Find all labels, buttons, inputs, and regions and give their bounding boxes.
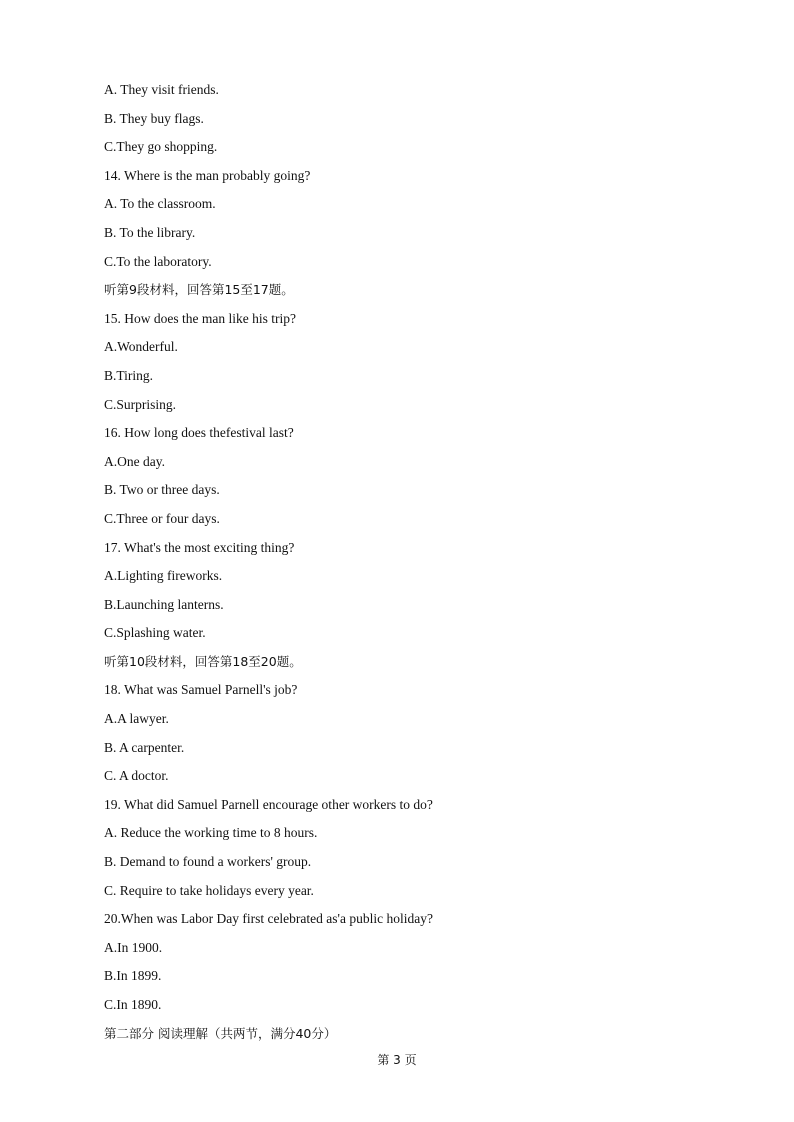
section-instruction: 第二部分 阅读理解（共两节，满分40分） [104, 1025, 337, 1041]
text-line: B. They buy flags. [104, 110, 204, 126]
text-line: A. Reduce the working time to 8 hours. [104, 825, 318, 841]
text-line: 16. How long does thefestival last? [104, 425, 294, 441]
text-line: B. Two or three days. [104, 482, 220, 498]
text-line: A.One day. [104, 453, 165, 469]
text-line: C.Splashing water. [104, 625, 206, 641]
text-line: B.Tiring. [104, 367, 154, 383]
section-instruction: 听第9段材料，回答第15至17题。 [104, 282, 294, 298]
text-line: B.In 1899. [104, 968, 162, 984]
text-line: B. Demand to found a workers' group. [104, 854, 312, 870]
text-line: 15. How does the man like his trip? [104, 310, 296, 326]
text-line: C.In 1890. [104, 997, 162, 1012]
text-line: B. To the library. [104, 224, 196, 240]
text-line: C.They go shopping. [104, 139, 218, 155]
section-instruction: 听第10段材料，回答第18至20题。 [104, 653, 302, 669]
text-line: B.Launching lanterns. [104, 596, 224, 612]
text-line: 17. What's the most exciting thing? [104, 539, 295, 555]
text-line: 20.When was Labor Day first celebrated as'a public holiday? [104, 911, 433, 927]
text-line: C.To the laboratory. [104, 253, 212, 269]
text-line: 18. What was Samuel Parnell's job? [104, 682, 298, 698]
question-list [104, 79, 724, 1051]
text-line: A. To the classroom. [104, 196, 216, 212]
page-number: 第 3 页 [377, 1053, 417, 1067]
text-line: A.Wonderful. [104, 339, 178, 355]
text-line: C.Surprising. [104, 396, 177, 412]
text-line: A.Lighting fireworks. [104, 568, 223, 584]
text-line: C.Three or four days. [104, 510, 220, 526]
text-line: A.A lawyer. [104, 711, 169, 727]
text-line: 19. What did Samuel Parnell encourage other workers to do? [104, 796, 433, 812]
text-line: B. A carpenter. [104, 739, 185, 755]
text-line: C. A doctor. [104, 768, 169, 784]
text-line: C. Require to take holidays every year. [104, 882, 314, 898]
text-line: A. They visit friends. [104, 82, 219, 97]
text-line: A.In 1900. [104, 939, 163, 955]
text-line: 14. Where is the man probably going? [104, 167, 311, 183]
